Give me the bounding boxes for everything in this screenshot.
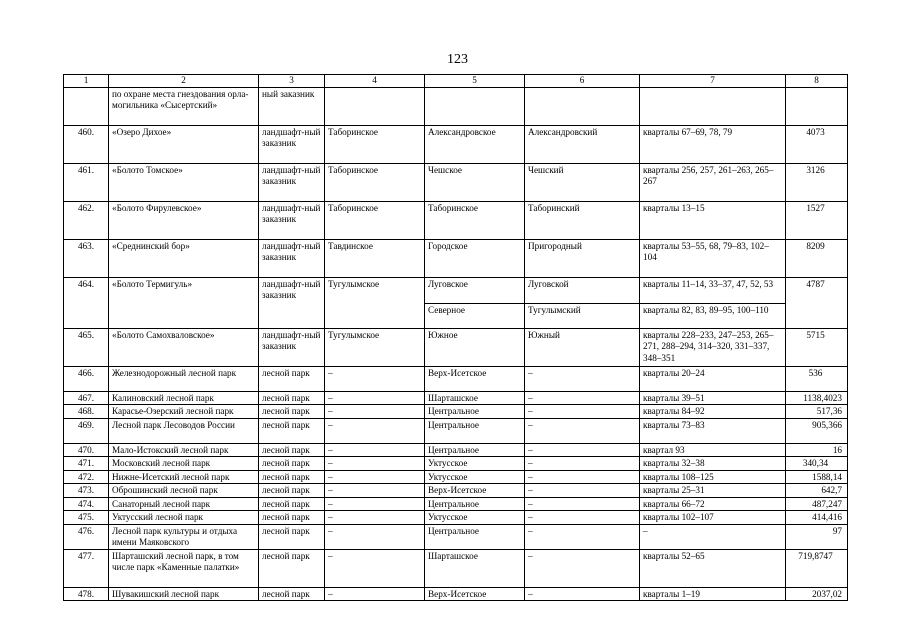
object-type: лесной парк — [259, 366, 325, 391]
district-name: – — [325, 405, 425, 419]
object-type: лесной парк — [259, 484, 325, 498]
row-number: 470. — [64, 443, 109, 457]
district-name: – — [325, 391, 425, 405]
quarters — [640, 87, 786, 125]
quarters: кварталы 25–31 — [640, 484, 786, 498]
district-name: – — [325, 443, 425, 457]
forestry-name: Шарташское — [425, 549, 525, 587]
forestry-name: Центральное — [425, 497, 525, 511]
sub-forestry-name: Луговской — [525, 277, 640, 303]
row-number: 461. — [64, 163, 109, 201]
sub-forestry-name: Пригородный — [525, 239, 640, 277]
forestry-name: Уктусское — [425, 457, 525, 471]
object-type: лесной парк — [259, 443, 325, 457]
district-name: – — [325, 484, 425, 498]
row-number: 478. — [64, 587, 109, 601]
object-type: лесной парк — [259, 470, 325, 484]
sub-forestry-name: – — [525, 497, 640, 511]
table-body — [64, 87, 848, 601]
area-value: 487,247 — [786, 497, 848, 511]
object-type: ландшафт-ный заказник — [259, 328, 325, 366]
table-row — [64, 457, 848, 471]
sub-forestry-name: – — [525, 418, 640, 443]
quarters: кварталы 1–19 — [640, 587, 786, 601]
object-name: Санаторный лесной парк — [109, 497, 259, 511]
table-row — [64, 511, 848, 525]
column-header: 4 — [325, 75, 425, 88]
district-name: – — [325, 549, 425, 587]
row-number: 468. — [64, 405, 109, 419]
sub-forestry-name: – — [525, 511, 640, 525]
column-header: 6 — [525, 75, 640, 88]
object-name: Шарташский лесной парк, в том числе парк «Каменные палатки» — [109, 549, 259, 587]
forestry-name: Центральное — [425, 524, 525, 549]
row-number: 466. — [64, 366, 109, 391]
quarters: кварталы 102–107 — [640, 511, 786, 525]
district-name: Таборинское — [325, 125, 425, 163]
table-row — [64, 484, 848, 498]
sub-forestry-name: Таборинский — [525, 201, 640, 239]
quarters: кварталы 32–38 — [640, 457, 786, 471]
quarters: кварталы 52–65 — [640, 549, 786, 587]
object-name: «Болото Фирулевское» — [109, 201, 259, 239]
quarters: кварталы 53–55, 68, 79–83, 102–104 — [640, 239, 786, 277]
sub-forestry-name: – — [525, 457, 640, 471]
table-row — [64, 163, 848, 201]
object-type: лесной парк — [259, 549, 325, 587]
object-type: лесной парк — [259, 418, 325, 443]
object-name: Оброшинский лесной парк — [109, 484, 259, 498]
district-name: – — [325, 587, 425, 601]
district-name: – — [325, 418, 425, 443]
table-row — [64, 587, 848, 601]
object-name: Нижне-Исетский лесной парк — [109, 470, 259, 484]
object-name: «Болото Томское» — [109, 163, 259, 201]
sub-forestry-name: Тугулымский — [525, 303, 640, 328]
quarters: – — [640, 524, 786, 549]
area-value: 414,416 — [786, 511, 848, 525]
sub-forestry-name: Чешский — [525, 163, 640, 201]
area-value: 4073 — [786, 125, 848, 163]
quarters: кварталы 84–92 — [640, 405, 786, 419]
object-name: Лесной парк культуры и отдыха имени Маяковского — [109, 524, 259, 549]
quarters: кварталы 66–72 — [640, 497, 786, 511]
quarters: кварталы 13–15 — [640, 201, 786, 239]
table-row — [64, 366, 848, 391]
row-number: 460. — [64, 125, 109, 163]
column-header: 3 — [259, 75, 325, 88]
quarters: квартал 93 — [640, 443, 786, 457]
sub-forestry-name: – — [525, 484, 640, 498]
object-name: Уктусский лесной парк — [109, 511, 259, 525]
object-type: лесной парк — [259, 391, 325, 405]
object-name: «Болото Термигуль» — [109, 277, 259, 328]
forestry-name: Верх-Исетское — [425, 366, 525, 391]
area-value: 1138,4023 — [786, 391, 848, 405]
area-value: 3126 — [786, 163, 848, 201]
forestry-name: Северное — [425, 303, 525, 328]
object-type: ландшафт-ный заказник — [259, 163, 325, 201]
object-name: Шувакишский лесной парк — [109, 587, 259, 601]
district-name: Тугулымское — [325, 328, 425, 366]
forestry-name: Городское — [425, 239, 525, 277]
district-name: Тавдинское — [325, 239, 425, 277]
district-name: – — [325, 470, 425, 484]
row-number: 472. — [64, 470, 109, 484]
forestry-name: Центральное — [425, 405, 525, 419]
sub-forestry-name: – — [525, 470, 640, 484]
forestry-name: Южное — [425, 328, 525, 366]
area-value: 719,8747 — [786, 549, 848, 587]
forestry-name: Уктусское — [425, 511, 525, 525]
object-type: лесной парк — [259, 457, 325, 471]
area-value: 97 — [786, 524, 848, 549]
district-name — [325, 87, 425, 125]
table-row — [64, 443, 848, 457]
district-name: Таборинское — [325, 201, 425, 239]
area-value: 16 — [786, 443, 848, 457]
area-value: 5715 — [786, 328, 848, 366]
area-value: 642,7 — [786, 484, 848, 498]
quarters: кварталы 39–51 — [640, 391, 786, 405]
object-name: Карасье-Озерский лесной парк — [109, 405, 259, 419]
district-name: Тугулымское — [325, 277, 425, 328]
sub-forestry-name: – — [525, 443, 640, 457]
area-value — [786, 87, 848, 125]
forestry-name: Луговское — [425, 277, 525, 303]
sub-forestry-name — [525, 87, 640, 125]
object-name: «Среднинский бор» — [109, 239, 259, 277]
quarters: кварталы 228–233, 247–253, 265–271, 288–294, 314–320, 331–337, 348–351 — [640, 328, 786, 366]
object-name: по охране места гнездования орла-могильника «Сысертский» — [109, 87, 259, 125]
protected-areas-table — [63, 74, 848, 601]
district-name: – — [325, 524, 425, 549]
table-row — [64, 125, 848, 163]
table-row — [64, 277, 848, 303]
quarters: кварталы 82, 83, 89–95, 100–110 — [640, 303, 786, 328]
table-row — [64, 418, 848, 443]
sub-forestry-name: Южный — [525, 328, 640, 366]
area-value: 340,34 — [786, 457, 848, 471]
area-value: 8209 — [786, 239, 848, 277]
forestry-name: Центральное — [425, 418, 525, 443]
object-name: Железнодорожный лесной парк — [109, 366, 259, 391]
area-value: 1527 — [786, 201, 848, 239]
row-number: 471. — [64, 457, 109, 471]
table-row — [64, 470, 848, 484]
sub-forestry-name: – — [525, 366, 640, 391]
sub-forestry-name: – — [525, 391, 640, 405]
table-row — [64, 87, 848, 125]
table-row — [64, 239, 848, 277]
table-row — [64, 405, 848, 419]
object-name: Калиновский лесной парк — [109, 391, 259, 405]
area-value: 4787 — [786, 277, 848, 328]
column-header: 8 — [786, 75, 848, 88]
object-name: «Болото Самохваловское» — [109, 328, 259, 366]
row-number: 477. — [64, 549, 109, 587]
object-type: лесной парк — [259, 587, 325, 601]
object-type: ландшафт-ный заказник — [259, 239, 325, 277]
table-row — [64, 201, 848, 239]
object-type: ный заказник — [259, 87, 325, 125]
sub-forestry-name: – — [525, 524, 640, 549]
object-type: ландшафт-ный заказник — [259, 277, 325, 328]
district-name: – — [325, 511, 425, 525]
row-number: 465. — [64, 328, 109, 366]
row-number: 464. — [64, 277, 109, 328]
forestry-name: Таборинское — [425, 201, 525, 239]
table-row — [64, 549, 848, 587]
forestry-name: Шарташское — [425, 391, 525, 405]
row-number: 467. — [64, 391, 109, 405]
row-number — [64, 87, 109, 125]
sub-forestry-name: – — [525, 549, 640, 587]
table-row — [64, 391, 848, 405]
column-header: 2 — [109, 75, 259, 88]
area-value: 536 — [786, 366, 848, 391]
object-name: «Озеро Дихое» — [109, 125, 259, 163]
table-row — [64, 497, 848, 511]
row-number: 474. — [64, 497, 109, 511]
forestry-name: Центральное — [425, 443, 525, 457]
row-number: 469. — [64, 418, 109, 443]
sub-forestry-name: – — [525, 405, 640, 419]
quarters: кварталы 20–24 — [640, 366, 786, 391]
quarters: кварталы 73–83 — [640, 418, 786, 443]
sub-forestry-name: – — [525, 587, 640, 601]
page-number: 123 — [447, 52, 468, 67]
object-name: Мало-Истокский лесной парк — [109, 443, 259, 457]
row-number: 463. — [64, 239, 109, 277]
area-value: 1588,14 — [786, 470, 848, 484]
column-header: 5 — [425, 75, 525, 88]
quarters: кварталы 108–125 — [640, 470, 786, 484]
district-name: – — [325, 366, 425, 391]
quarters: кварталы 67–69, 78, 79 — [640, 125, 786, 163]
row-number: 462. — [64, 201, 109, 239]
area-value: 517,36 — [786, 405, 848, 419]
district-name: – — [325, 497, 425, 511]
object-type: лесной парк — [259, 511, 325, 525]
forestry-name — [425, 87, 525, 125]
forestry-name: Уктусское — [425, 470, 525, 484]
quarters: кварталы 11–14, 33–37, 47, 52, 53 — [640, 277, 786, 303]
object-name: Московский лесной парк — [109, 457, 259, 471]
object-type: лесной парк — [259, 405, 325, 419]
table-row — [64, 328, 848, 366]
table-row — [64, 524, 848, 549]
forestry-name: Верх-Исетское — [425, 484, 525, 498]
object-type: лесной парк — [259, 497, 325, 511]
area-value: 2037,02 — [786, 587, 848, 601]
forestry-name: Чешское — [425, 163, 525, 201]
column-header: 1 — [64, 75, 109, 88]
column-number-row — [64, 75, 848, 88]
forestry-name: Александровское — [425, 125, 525, 163]
object-type: ландшафт-ный заказник — [259, 125, 325, 163]
area-value: 905,366 — [786, 418, 848, 443]
forestry-name: Верх-Исетское — [425, 587, 525, 601]
district-name: – — [325, 457, 425, 471]
row-number: 475. — [64, 511, 109, 525]
object-name: Лесной парк Лесоводов России — [109, 418, 259, 443]
object-type: лесной парк — [259, 524, 325, 549]
object-type: ландшафт-ный заказник — [259, 201, 325, 239]
column-header: 7 — [640, 75, 786, 88]
district-name: Таборинское — [325, 163, 425, 201]
sub-forestry-name: Александровский — [525, 125, 640, 163]
row-number: 476. — [64, 524, 109, 549]
quarters: кварталы 256, 257, 261–263, 265–267 — [640, 163, 786, 201]
row-number: 473. — [64, 484, 109, 498]
